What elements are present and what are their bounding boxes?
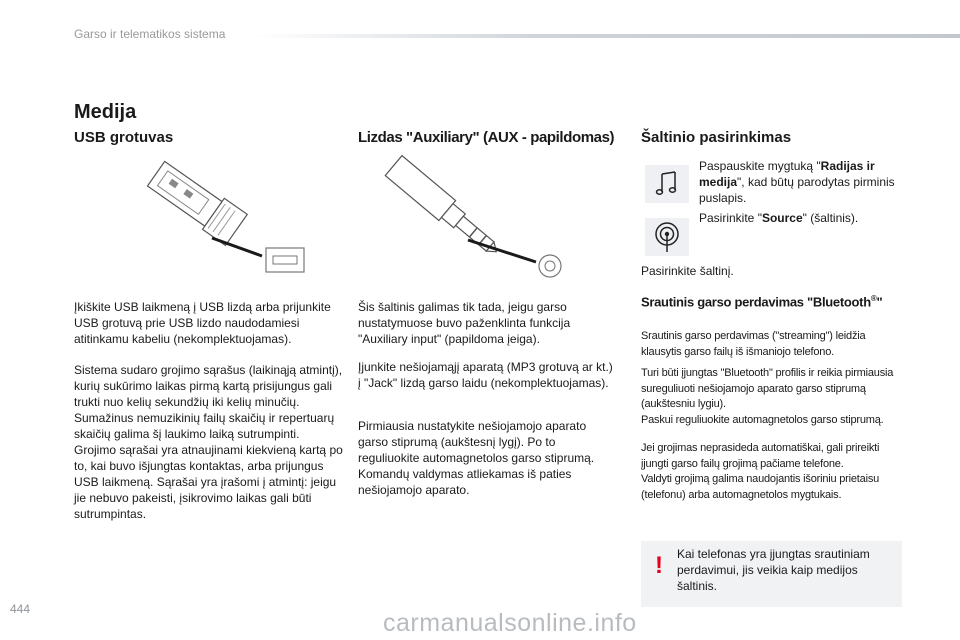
section-header: Garso ir telematikos sistema — [74, 27, 226, 41]
watermark: carmanualsonline.info — [383, 609, 637, 637]
page-title: Medija — [74, 101, 137, 123]
note-text: Kai telefonas yra įjungtas srautiniam perdavimui, jis veikia kaip medijos šaltinis. — [677, 547, 870, 593]
usb-paragraph-2: Sistema sudaro grojimo sąrašus (laikinąją atmintį), kurių sukūrimo laikas pirmą kartą prisijungus gali trukti nuo kelių sekundžių iki kelių minučių. Sumažinus nemuzikinių failų skaičių ir repertuarų skaičių galima šį laukimo laiką sutrumpinti. Grojimo sąrašai yra atnaujinami kiekvieną kartą po to, kai buvo išjungtas kontaktas, arba prijungus USB laikmeną. Sąrašai yra įrašomi į atmintį: jeigu jie nebuvo pakeisti, įsikrovimo laikas gali būti sutrumpintas. — [74, 363, 343, 521]
aux-paragraph-2: Įjunkite nešiojamąjį aparatą (MP3 grotuvą ar kt.) į "Jack" lizdą garso laidu (nekomplektuojamas). — [358, 360, 613, 390]
page-number: 444 — [10, 602, 31, 616]
warning-exclamation-icon: ! — [655, 552, 663, 579]
source-step-2: Pasirinkite "Source" (šaltinis). — [699, 211, 859, 225]
header-rule — [254, 34, 960, 38]
bluetooth-title: Srautinis garso perdavimas "Bluetooth®" — [641, 294, 883, 310]
usb-title: USB grotuvas — [74, 129, 174, 146]
source-step-3: Pasirinkite šaltinį. — [641, 264, 734, 278]
aux-paragraph-1: Šis šaltinis galimas tik tada, jeigu garso nustatymuose buvo paženklinta funkcija "Auxiliary input" (papildoma įeiga). — [358, 300, 571, 346]
music-note-icon — [645, 165, 689, 203]
source-step-1: Paspauskite mygtuką "Radijas ir medija", kad būtų parodytas pirminis puslapis. — [699, 159, 895, 205]
aux-paragraph-3: Pirmiausia nustatykite nešiojamojo aparato garso stiprumą (aukštesnį lygį). Po to reguliuokite automagnetolos garso stiprumą. Komandų valdymas atliekamas iš paties nešiojamojo aparato. — [358, 419, 595, 497]
usb-paragraph-1: Įkiškite USB laikmeną į USB lizdą arba prijunkite USB grotuvą prie USB lizdo naudodamiesi atitinkamu kabeliu (nekomplektuojamas). — [74, 300, 331, 346]
source-broadcast-icon — [645, 218, 689, 256]
aux-title: Lizdas "Auxiliary" (AUX - papildomas) — [358, 129, 615, 146]
bluetooth-paragraph-2: Turi būti įjungtas "Bluetooth" profilis ir reikia pirmiausia sureguliuoti nešiojamojo aparato garso stiprumą (aukštesniu lygiu). Paskui reguliuokite automagnetolos garso stiprumą. — [641, 367, 894, 426]
aux-jack-illustration — [380, 160, 580, 280]
source-title: Šaltinio pasirinkimas — [641, 129, 792, 146]
usb-plug-illustration — [150, 160, 310, 280]
bluetooth-paragraph-3: Jei grojimas neprasideda automatiškai, gali prireikti įjungti garso failų grojimą pačiame telefone. Valdyti grojimą galima naudojantis išoriniu prietaisu (telefonu) arba automagnetolos mygtukais. — [641, 442, 880, 501]
bluetooth-paragraph-1: Srautinis garso perdavimas ("streaming") leidžia klausytis garso failų iš išmaniojo telefono. — [641, 330, 866, 358]
